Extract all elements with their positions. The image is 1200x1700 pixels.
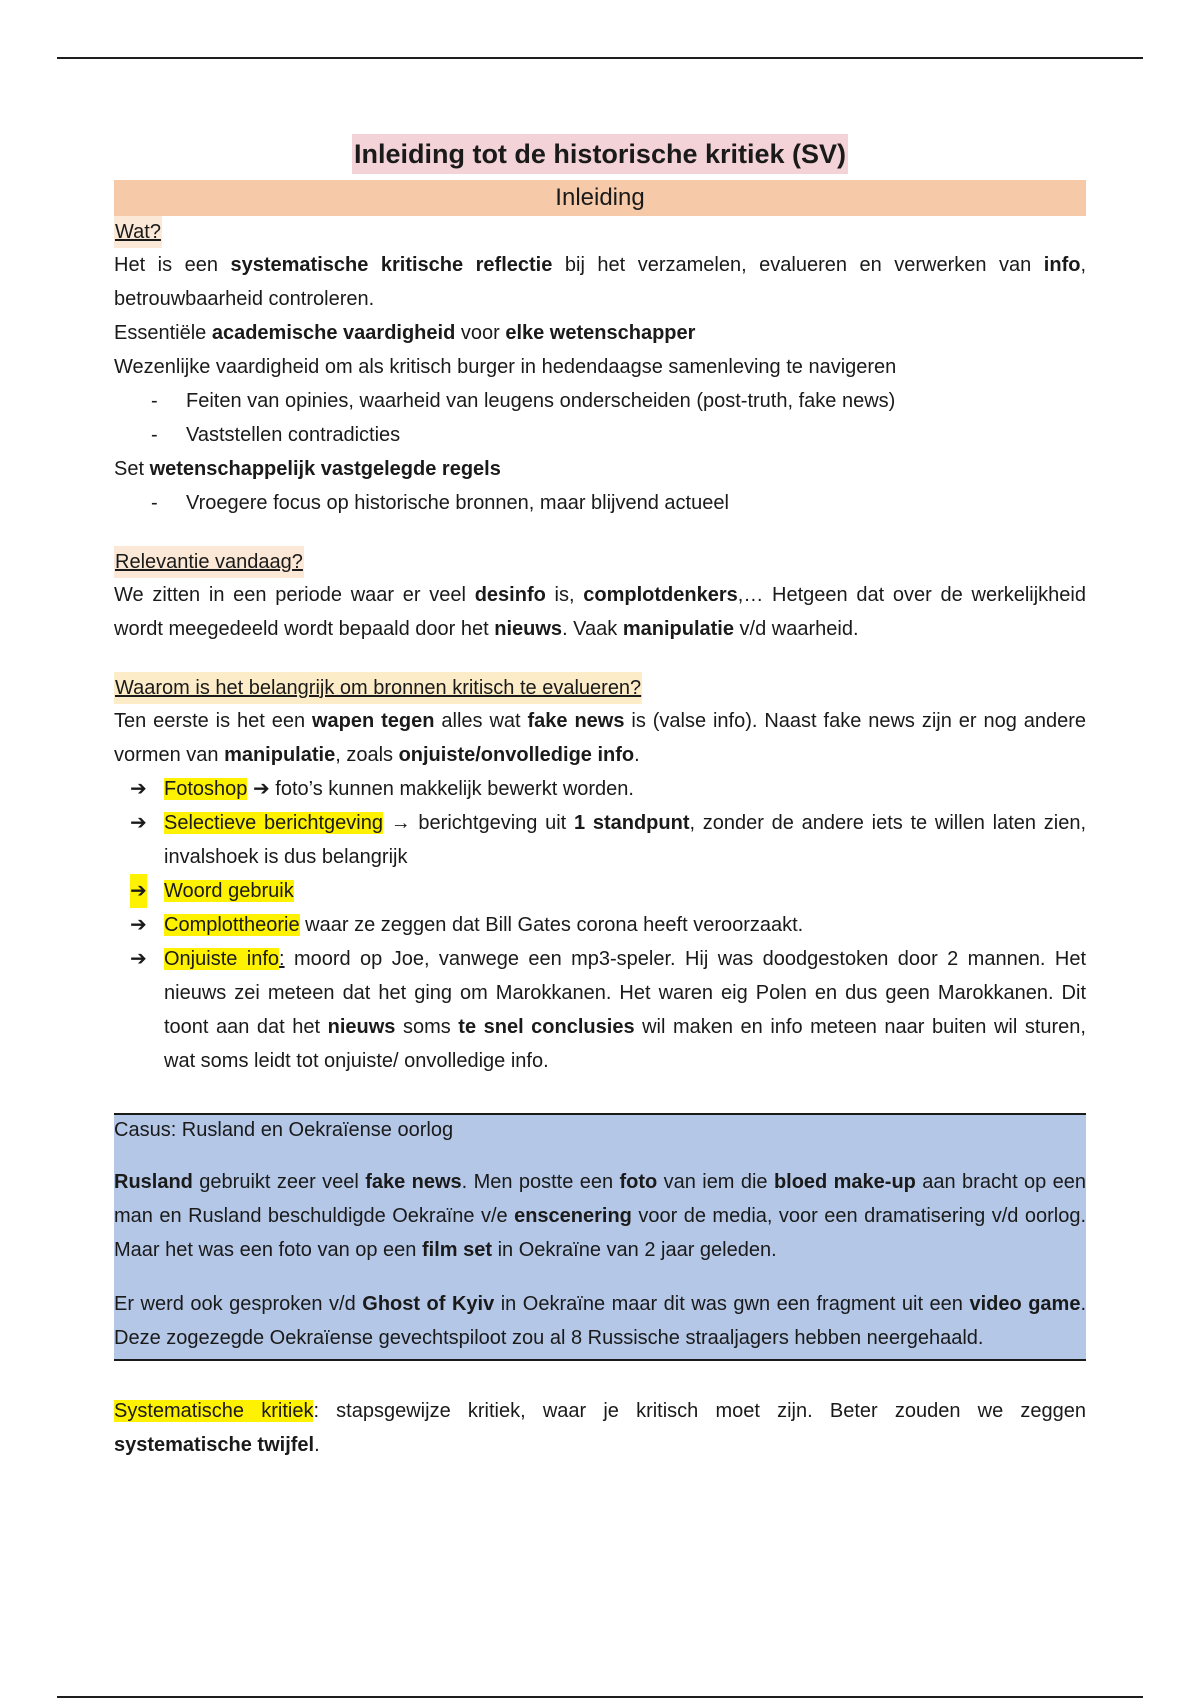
text: Essentiële xyxy=(114,322,212,344)
bold-text: manipulatie xyxy=(622,618,734,640)
title-wrap xyxy=(114,134,1086,180)
highlight-term: Selectieve berichtgeving xyxy=(164,812,383,834)
casus-box xyxy=(114,1113,1086,1361)
text: , zoals xyxy=(335,744,399,766)
document-title: Inleiding tot de historische kritiek (SV) xyxy=(352,134,848,174)
text: gebruikt zeer veel xyxy=(192,1171,366,1193)
relevantie-paragraph xyxy=(114,578,1086,646)
bold-text: onjuiste/onvolledige info xyxy=(398,744,635,766)
text: voor de media, voor een dramatisering v/d oorlog. Maar het was een foto van op een xyxy=(114,1205,1086,1261)
text: waar ze zeggen dat Bill Gates corona heeft veroorzaakt. xyxy=(299,914,804,936)
spacer xyxy=(114,646,1086,672)
highlight-term: Complottheorie xyxy=(164,914,300,936)
text: van iem die xyxy=(657,1171,774,1193)
arrow-bullet-icon: ➔ xyxy=(130,778,147,800)
text: , zonder de andere iets te willen laten zien, invalshoek is dus belangrijk xyxy=(164,812,1086,868)
bold-text: fake news xyxy=(365,1171,462,1193)
bold-text: wapen tegen xyxy=(312,710,435,732)
arrow-bullet-icon: ➔ xyxy=(130,812,147,834)
list-item: - Vroegere focus op historische bronnen, maar blijvend actueel xyxy=(186,486,1086,520)
wat-paragraph-2 xyxy=(114,316,1086,350)
text: Er werd ook gesproken v/d xyxy=(114,1293,363,1315)
waarom-paragraph xyxy=(114,704,1086,772)
bold-text: te snel conclusies xyxy=(458,1016,635,1038)
bold-text: Ghost of Kyiv xyxy=(362,1293,495,1315)
bold-text: nieuws xyxy=(494,618,563,640)
text: voor xyxy=(455,322,506,344)
list-item: - Vaststellen contradicties xyxy=(186,418,1086,452)
section-heading: Inleiding xyxy=(114,180,1086,216)
bold-text: bloed make-up xyxy=(773,1171,916,1193)
bottom-rule xyxy=(57,1696,1143,1698)
text: . Deze zogezegde Oekraïense gevechtspiloot zou al 8 Russische straaljagers hebben neergehaald. xyxy=(114,1293,1087,1349)
bold-text: info xyxy=(1043,254,1081,276)
question-wat-label: Wat? xyxy=(114,216,162,248)
text: aan bracht op een man en Rusland beschuldigde Oekraïne v/e xyxy=(114,1171,1087,1227)
text: : stapsgewijze kritiek, waar je kritisch moet zijn. Beter zouden we zeggen xyxy=(313,1400,1086,1422)
text: Set xyxy=(114,458,150,480)
bold-text: Rusland xyxy=(114,1171,193,1193)
question-waarom xyxy=(114,672,1086,704)
top-rule xyxy=(57,57,1143,59)
text: v/d waarheid. xyxy=(733,618,859,640)
bold-text: 1 standpunt xyxy=(573,812,690,834)
arrow-bullet-icon: ➔ xyxy=(130,948,147,970)
bold-text: video game xyxy=(969,1293,1081,1315)
wat-paragraph-4 xyxy=(114,452,1086,486)
bold-text: nieuws xyxy=(327,1016,396,1038)
list-item-woord xyxy=(130,874,1086,908)
bold-text: systematische twijfel xyxy=(114,1434,315,1456)
bold-text: elke wetenschapper xyxy=(505,322,696,344)
text: . Vaak xyxy=(562,618,623,640)
arrow-bullet-icon: ➔ xyxy=(130,914,147,936)
text: → berichtgeving uit xyxy=(382,812,574,834)
bold-text: fake news xyxy=(527,710,625,732)
text: wil maken en info meteen naar buiten wil sturen, wat soms leidt tot onjuiste/ onvolledige info. xyxy=(164,1016,1086,1072)
document-body xyxy=(114,134,1086,1462)
highlight-term: Woord gebruik xyxy=(164,880,294,902)
question-waarom-label: Waarom is het belangrijk om bronnen kritisch te evalueren? xyxy=(114,672,642,704)
wat-paragraph-3: Wezenlijke vaardigheid om als kritisch burger in hedendaagse samenleving te navigeren xyxy=(114,356,897,378)
text: bij het verzamelen, evalueren en verwerken van xyxy=(552,254,1044,276)
text: We zitten in een periode waar er veel xyxy=(114,584,475,606)
text: ,… Hetgeen dat over de werkelijkheid wordt meegedeeld wordt bepaald door het xyxy=(114,584,1086,640)
text: alles wat xyxy=(434,710,528,732)
question-relevantie xyxy=(114,546,1086,578)
manipulation-list xyxy=(114,772,1086,1078)
casus-heading: Casus: Rusland en Oekraïense oorlog xyxy=(114,1119,454,1141)
list-item-selectieve xyxy=(130,806,1086,874)
list-item-onjuiste xyxy=(130,942,1087,1078)
question-relevantie-label: Relevantie vandaag? xyxy=(114,546,304,578)
highlight-term: Systematische kritiek xyxy=(114,1400,314,1422)
bold-text: film set xyxy=(421,1239,493,1261)
text: soms xyxy=(395,1016,459,1038)
bold-text: complotdenkers xyxy=(583,584,738,606)
spacer xyxy=(114,520,1086,546)
list-item-complot xyxy=(130,908,1086,942)
bold-text: systematische kritische reflectie xyxy=(230,254,553,276)
text: moord op Joe, vanwege een mp3-speler. Hij was doodgestoken door 2 mannen. Het nieuws zei meteen dat het ging om Marokkanen. Het waren eig Polen en dus geen Marokkanen. Dit toont aan dat het xyxy=(164,948,1087,1038)
bold-text: wetenschappelijk vastgelegde regels xyxy=(149,458,501,480)
text: in Oekraïne van 2 jaar geleden. xyxy=(492,1239,777,1261)
list-item: - Feiten van opinies, waarheid van leugens onderscheiden (post-truth, fake news) xyxy=(186,384,1086,418)
text: is (valse info). Naast fake news zijn er nog andere vormen van xyxy=(114,710,1087,766)
text: , betrouwbaarheid controleren. xyxy=(114,254,1087,310)
text: foto’s kunnen makkelijk bewerkt worden. xyxy=(269,778,634,800)
wat-bullets-2 xyxy=(114,486,1086,520)
text: : xyxy=(279,948,285,970)
list-item-fotoshop xyxy=(130,772,1086,806)
arrow-icon: ➔ xyxy=(252,778,270,800)
text: . Men postte een xyxy=(461,1171,620,1193)
question-wat xyxy=(114,216,1086,248)
bold-text: manipulatie xyxy=(224,744,336,766)
wat-paragraph-1 xyxy=(114,248,1086,316)
text: in Oekraïne maar dit was gwn een fragment uit een xyxy=(494,1293,970,1315)
highlight-term: Fotoshop xyxy=(164,778,248,800)
text: Het is een xyxy=(114,254,231,276)
systematische-kritiek-paragraph xyxy=(114,1394,1086,1462)
text: is, xyxy=(545,584,584,606)
wat-bullets-1 xyxy=(114,384,1086,452)
arrow-bullet-icon: ➔ xyxy=(130,874,147,908)
text: Ten eerste is het een xyxy=(114,710,312,732)
text: . xyxy=(634,744,640,766)
highlight-term: Onjuiste info xyxy=(164,948,280,970)
casus-paragraph-2 xyxy=(114,1287,1086,1355)
spacer xyxy=(114,1361,1086,1394)
text: . xyxy=(314,1434,320,1456)
bold-text: desinfo xyxy=(474,584,546,606)
bold-text: enscenering xyxy=(514,1205,632,1227)
casus-paragraph-1 xyxy=(114,1165,1086,1267)
bold-text: foto xyxy=(619,1171,658,1193)
bold-text: academische vaardigheid xyxy=(211,322,456,344)
